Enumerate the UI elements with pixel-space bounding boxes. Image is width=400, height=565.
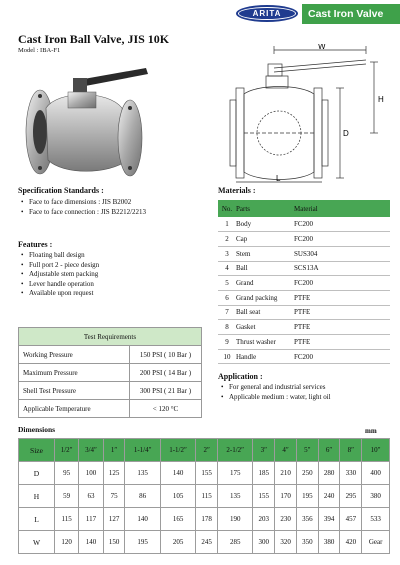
dim-label-h: H [378, 95, 384, 104]
dimensions-value: 190 [218, 508, 253, 531]
material-no: 7 [218, 305, 236, 320]
dimensions-value: 100 [79, 462, 103, 485]
features-heading: Features : [18, 240, 53, 249]
dimensions-value: 175 [218, 462, 253, 485]
material-part: Ball [236, 261, 294, 276]
dimensions-value: 140 [125, 508, 160, 531]
dimensions-row-label: L [19, 508, 55, 531]
test-label: Maximum Pressure [19, 364, 130, 382]
application-item: • Applicable medium : water, light oil [220, 393, 331, 403]
application-heading: Application : [218, 372, 263, 381]
arita-logo [236, 5, 298, 22]
materials-row [218, 290, 390, 305]
material-value: FC200 [294, 276, 390, 291]
materials-table [218, 200, 390, 364]
specification-heading: Specification Standards : [18, 186, 104, 195]
materials-row [218, 320, 390, 335]
dimensions-value: 185 [253, 462, 275, 485]
dimensions-value: 230 [275, 508, 297, 531]
test-label: Applicable Temperature [19, 400, 130, 418]
materials-row [218, 261, 390, 276]
material-part: Body [236, 217, 294, 232]
dimensions-row-label: H [19, 485, 55, 508]
dimensions-value: 117 [79, 508, 103, 531]
dimensions-value: 240 [318, 485, 340, 508]
dimensions-value: 330 [340, 462, 362, 485]
dimensions-value: 115 [196, 485, 218, 508]
dimensions-value: 350 [296, 531, 318, 554]
dimensions-value: 127 [103, 508, 125, 531]
materials-col-parts: Parts [236, 200, 294, 217]
dimensions-value: 120 [55, 531, 79, 554]
category-title: Cast Iron Valve [308, 8, 384, 20]
test-label: Shell Test Pressure [19, 382, 130, 400]
dimensions-row [19, 485, 390, 508]
dimensions-value: 300 [253, 531, 275, 554]
dimensions-size: 2-1/2″ [218, 439, 253, 462]
dimensions-size: 1/2″ [55, 439, 79, 462]
material-value: PTFE [294, 335, 390, 350]
materials-row [218, 246, 390, 261]
test-row [19, 364, 202, 382]
test-row [19, 346, 202, 364]
test-requirements-heading: Test Requirements [19, 328, 202, 346]
dimensions-value: 86 [125, 485, 160, 508]
test-requirements-table [18, 327, 202, 418]
dimensions-value: 205 [160, 531, 195, 554]
material-part: Stem [236, 246, 294, 261]
materials-header-row [218, 200, 390, 217]
dimensions-size: 3/4″ [79, 439, 103, 462]
materials-col-material: Material [294, 200, 390, 217]
material-value: FC200 [294, 349, 390, 364]
materials-row [218, 217, 390, 232]
dimensions-heading: Dimensions [18, 425, 56, 434]
materials-heading: Materials : [218, 186, 256, 195]
materials-row [218, 335, 390, 350]
dimensions-value: 457 [340, 508, 362, 531]
dimensions-row [19, 508, 390, 531]
dimensions-value: 155 [253, 485, 275, 508]
dimensions-value: 320 [275, 531, 297, 554]
dimensions-size: 4″ [275, 439, 297, 462]
dimensions-value: 195 [296, 485, 318, 508]
dimensions-value: 95 [55, 462, 79, 485]
logo-text: ARITA [252, 9, 282, 18]
materials-row [218, 349, 390, 364]
dimensions-value: 245 [196, 531, 218, 554]
material-value: PTFE [294, 320, 390, 335]
material-no: 2 [218, 232, 236, 247]
test-row [19, 382, 202, 400]
test-value: 150 PSI ( 10 Bar ) [130, 346, 202, 364]
dimensions-value: 533 [362, 508, 390, 531]
materials-row [218, 305, 390, 320]
dimensions-value: 150 [103, 531, 125, 554]
material-part: Grand [236, 276, 294, 291]
dimensions-value: 115 [55, 508, 79, 531]
material-value: SUS304 [294, 246, 390, 261]
dimensions-size: 1-1/4″ [125, 439, 160, 462]
feature-item: • Available upon request [20, 289, 99, 299]
dimensions-value: 75 [103, 485, 125, 508]
material-no: 3 [218, 246, 236, 261]
dimensions-value: 59 [55, 485, 79, 508]
dimensions-size: 1-1/2″ [160, 439, 195, 462]
dimensions-value: 280 [318, 462, 340, 485]
application-item: • For general and industrial services [220, 383, 331, 393]
dimensions-table [18, 438, 390, 554]
specification-item: • Face to face connection : JIS B2212/2213 [20, 208, 146, 218]
test-row [19, 400, 202, 418]
materials-row [218, 232, 390, 247]
dimensions-value: 63 [79, 485, 103, 508]
dimensions-unit: mm [365, 427, 377, 435]
dimensions-size: 5″ [296, 439, 318, 462]
dimensions-value: 203 [253, 508, 275, 531]
dimensions-value: 140 [160, 462, 195, 485]
dimensions-size: 3″ [253, 439, 275, 462]
material-part: Handle [236, 349, 294, 364]
dimensions-value: 195 [125, 531, 160, 554]
material-no: 5 [218, 276, 236, 291]
feature-item: • Adjustable stem packing [20, 270, 99, 280]
dimensions-row [19, 462, 390, 485]
feature-item: • Full port 2 - piece design [20, 261, 99, 271]
dimensions-size-label: Size [19, 439, 55, 462]
dimensions-value: 285 [218, 531, 253, 554]
product-title: Cast Iron Ball Valve, JIS 10K [18, 32, 170, 46]
dimensions-size: 2″ [196, 439, 218, 462]
material-part: Cap [236, 232, 294, 247]
dimensions-value: 400 [362, 462, 390, 485]
test-value: 200 PSI ( 14 Bar ) [130, 364, 202, 382]
test-value: < 120 °C [130, 400, 202, 418]
dim-label-d: D [343, 129, 349, 138]
dimensions-value: 394 [318, 508, 340, 531]
material-no: 10 [218, 349, 236, 364]
dimensions-value: 165 [160, 508, 195, 531]
material-value: PTFE [294, 305, 390, 320]
dimensions-value: 250 [296, 462, 318, 485]
feature-item: • Lever handle operation [20, 280, 99, 290]
dimensions-size: 10″ [362, 439, 390, 462]
specification-list [20, 198, 146, 217]
model-number: Model : IBA-F1 [18, 47, 61, 54]
valve-photo [18, 60, 153, 180]
dimensions-value: 210 [275, 462, 297, 485]
dimensions-value: 140 [79, 531, 103, 554]
dimensions-row-label: D [19, 462, 55, 485]
dimensions-value: 155 [196, 462, 218, 485]
test-label: Working Pressure [19, 346, 130, 364]
materials-col-no: No. [218, 200, 236, 217]
dimensions-value: 380 [318, 531, 340, 554]
specification-item: • Face to face dimensions : JIS B2002 [20, 198, 146, 208]
valve-technical-drawing [218, 44, 388, 184]
material-no: 4 [218, 261, 236, 276]
dimensions-size: 1″ [103, 439, 125, 462]
material-value: FC200 [294, 217, 390, 232]
materials-row [218, 276, 390, 291]
material-part: Thrust washer [236, 335, 294, 350]
dim-label-l: L [276, 174, 281, 183]
dimensions-value: 105 [160, 485, 195, 508]
material-part: Grand packing [236, 290, 294, 305]
features-list [20, 251, 99, 299]
dimensions-value: 125 [103, 462, 125, 485]
material-no: 8 [218, 320, 236, 335]
dimensions-value: 420 [340, 531, 362, 554]
material-part: Gasket [236, 320, 294, 335]
material-value: FC200 [294, 232, 390, 247]
material-value: PTFE [294, 290, 390, 305]
dimensions-size: 8″ [340, 439, 362, 462]
material-no: 9 [218, 335, 236, 350]
feature-item: • Floating ball design [20, 251, 99, 261]
material-no: 1 [218, 217, 236, 232]
dimensions-value: 356 [296, 508, 318, 531]
test-value: 300 PSI ( 21 Bar ) [130, 382, 202, 400]
dimensions-row [19, 531, 390, 554]
application-list [220, 383, 331, 402]
dimensions-value: 380 [362, 485, 390, 508]
material-part: Ball seat [236, 305, 294, 320]
dimensions-value: 295 [340, 485, 362, 508]
material-no: 6 [218, 290, 236, 305]
category-banner [302, 4, 400, 24]
dimensions-header-row [19, 439, 390, 462]
dimensions-value: 170 [275, 485, 297, 508]
dimensions-value: 135 [218, 485, 253, 508]
dimensions-size: 6″ [318, 439, 340, 462]
dimensions-value: 178 [196, 508, 218, 531]
dimensions-value: 135 [125, 462, 160, 485]
material-value: SCS13A [294, 261, 390, 276]
dimensions-row-label: W [19, 531, 55, 554]
dim-label-w: W [318, 44, 326, 51]
dimensions-value: Gear [362, 531, 390, 554]
